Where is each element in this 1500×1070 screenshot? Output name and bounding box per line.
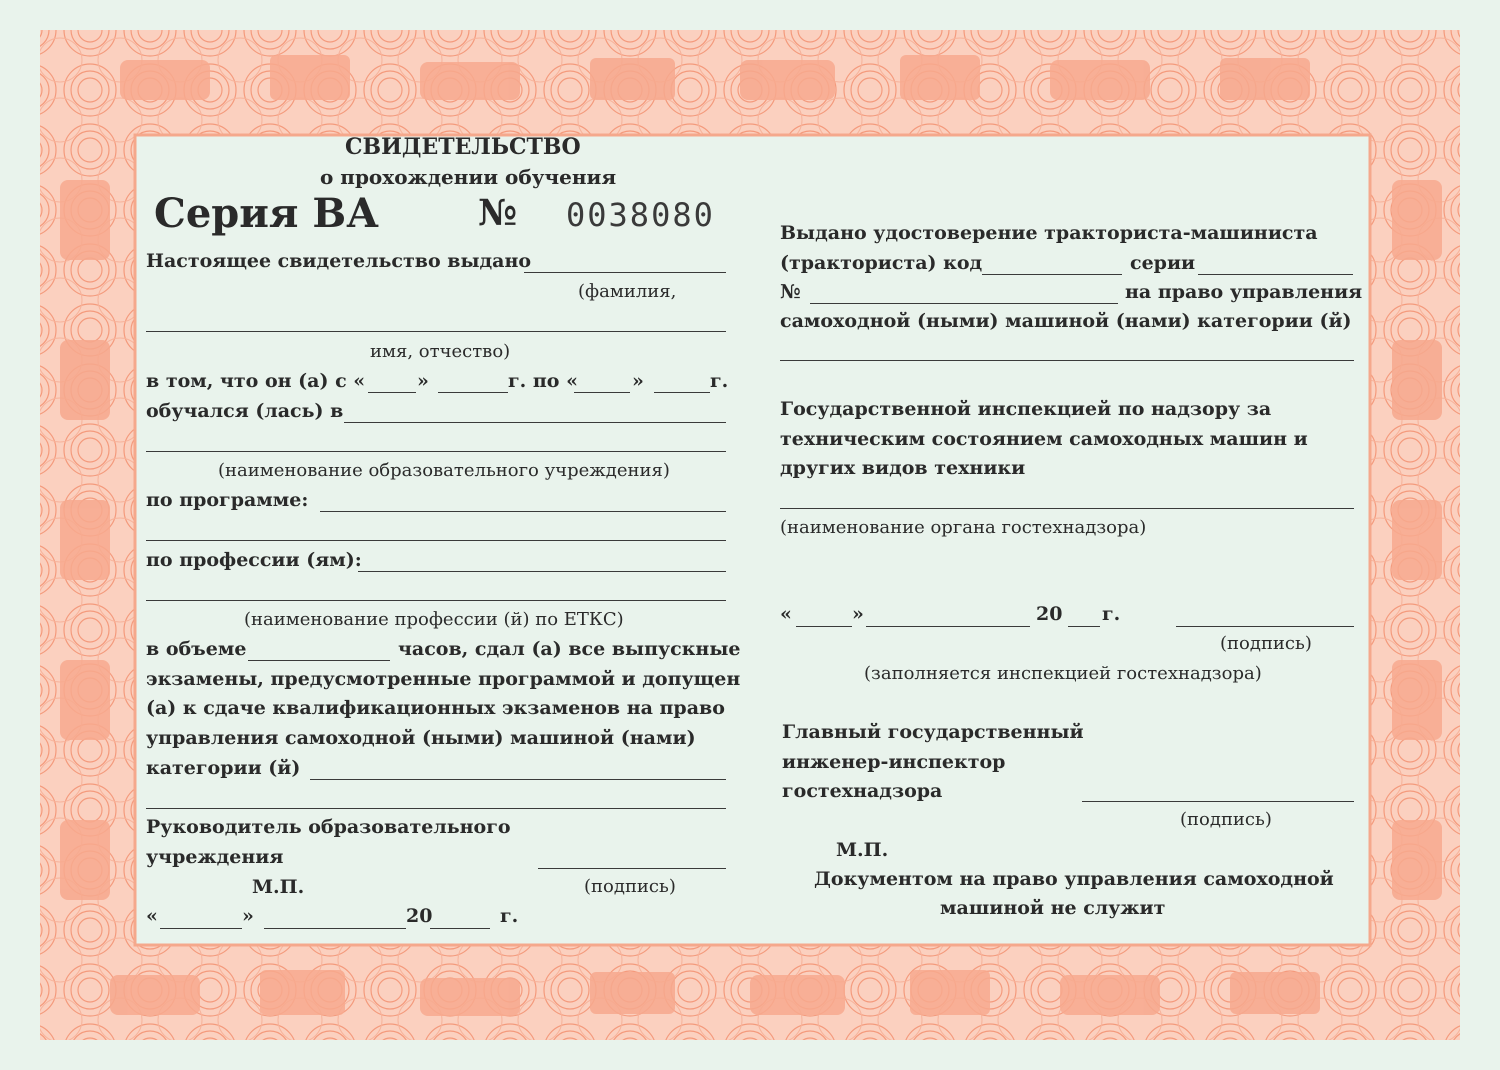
period-to-label: г. по « xyxy=(508,370,578,392)
right-date-quote1: « xyxy=(780,603,792,625)
period-quote2: » xyxy=(632,370,644,392)
notice-line1: Документом на право управления самоходной xyxy=(814,868,1334,890)
program-line xyxy=(320,511,726,512)
fullname-line xyxy=(146,331,726,332)
studied-label: обучался (лась) в xyxy=(146,400,344,422)
hint-filled-by-inspection: (заполняется инспекцией гостехнадзора) xyxy=(864,663,1262,684)
head-title-line1: Руководитель образовательного xyxy=(146,816,511,838)
chief-hint-signature: (подпись) xyxy=(1180,809,1272,830)
certificate-number: 0038080 xyxy=(566,196,715,234)
paragraph-line-4: управления самоходной (ными) машиной (нами) xyxy=(146,727,696,749)
chief-line2: инженер-инспектор xyxy=(782,751,1006,773)
hint-surname: (фамилия, xyxy=(578,281,677,302)
left-date-quote2: » xyxy=(242,905,254,927)
right-stamp-label: М.П. xyxy=(836,839,889,861)
left-date-year: 20 xyxy=(406,905,433,927)
period-start-label: в том, что он (а) с « xyxy=(146,370,366,392)
right-date-month-line xyxy=(866,626,1030,627)
code-line xyxy=(982,274,1122,275)
right-signature-line xyxy=(1176,626,1354,627)
studied-line xyxy=(344,422,726,423)
chief-line3: гостехнадзора xyxy=(782,780,943,802)
vehicle-category-blank xyxy=(780,360,1354,361)
series-label: Серия ВА xyxy=(154,190,379,237)
right-date-year-line xyxy=(1068,626,1100,627)
organ-line xyxy=(780,508,1354,509)
right-drive-label: на право управления xyxy=(1125,281,1363,303)
paragraph-line-3: (а) к сдаче квалификационных экзаменов на право xyxy=(146,697,725,719)
left-date-g: г. xyxy=(500,905,519,927)
left-date-day-line xyxy=(160,928,242,929)
hint-name: имя, отчество) xyxy=(370,341,511,362)
category-line xyxy=(310,779,726,780)
right-series-label: серии xyxy=(1130,252,1196,274)
period-day1-line xyxy=(368,392,416,393)
profession-label: по профессии (ям): xyxy=(146,549,362,571)
left-stamp-label: М.П. xyxy=(252,876,305,898)
chief-signature-line xyxy=(1082,801,1354,802)
document-subtitle: о прохождении обучения xyxy=(320,165,617,189)
notice-line2: машиной не служит xyxy=(940,897,1166,919)
volume-label: в объеме xyxy=(146,638,247,660)
right-date-g: г. xyxy=(1102,603,1121,625)
hint-profession: (наименование профессии (й) по ЕТКС) xyxy=(244,609,624,630)
volume-rest: часов, сдал (а) все выпускные xyxy=(398,638,741,660)
right-series-line xyxy=(1198,274,1353,275)
right-date-year: 20 xyxy=(1036,603,1063,625)
right-date-quote2: » xyxy=(852,603,864,625)
issued-license-line1: Выдано удостоверение тракториста-машиниста xyxy=(780,222,1318,244)
head-title-line2: учреждения xyxy=(146,846,284,868)
right-date-day-line xyxy=(796,626,852,627)
period-month1-line xyxy=(438,392,508,393)
period-month2-line xyxy=(654,392,710,393)
institution-line xyxy=(146,451,726,452)
hint-institution: (наименование образовательного учреждения) xyxy=(218,460,670,481)
program-label: по программе: xyxy=(146,489,309,511)
code-label: (тракториста) код xyxy=(780,252,983,274)
hint-organ: (наименование органа гостехнадзора) xyxy=(780,517,1147,538)
right-number-line xyxy=(810,303,1118,304)
left-hint-signature: (подпись) xyxy=(584,876,676,897)
number-sign: № xyxy=(478,192,518,234)
inspection-line3: других видов техники xyxy=(780,457,1026,479)
document-title: СВИДЕТЕЛЬСТВО xyxy=(345,134,581,160)
head-signature-line xyxy=(538,868,726,869)
volume-line xyxy=(248,660,390,661)
paragraph-line-2: экзамены, предусмотренные программой и допущен xyxy=(146,668,741,690)
period-year-label: г. xyxy=(710,370,729,392)
left-date-month-line xyxy=(264,928,406,929)
period-day2-line xyxy=(574,392,630,393)
program-line-2 xyxy=(146,540,726,541)
category-label: категории (й) xyxy=(146,757,301,779)
profession-line xyxy=(358,571,726,572)
vehicle-category-line: самоходной (ными) машиной (нами) категории (й) xyxy=(780,310,1352,332)
inspection-line1: Государственной инспекцией по надзору за xyxy=(780,398,1272,420)
inspection-line2: техническим состоянием самоходных машин и xyxy=(780,428,1308,450)
chief-line1: Главный государственный xyxy=(782,721,1084,743)
right-hint-signature: (подпись) xyxy=(1220,633,1312,654)
left-date-year-line xyxy=(430,928,490,929)
left-date-quote1: « xyxy=(146,905,158,927)
issued-to-line xyxy=(524,272,726,273)
issued-to-label: Настоящее свидетельство выдано xyxy=(146,250,532,272)
period-quote1: » xyxy=(417,370,429,392)
category-line-2 xyxy=(146,808,726,809)
right-number-sign: № xyxy=(780,281,801,303)
profession-line-2 xyxy=(146,600,726,601)
